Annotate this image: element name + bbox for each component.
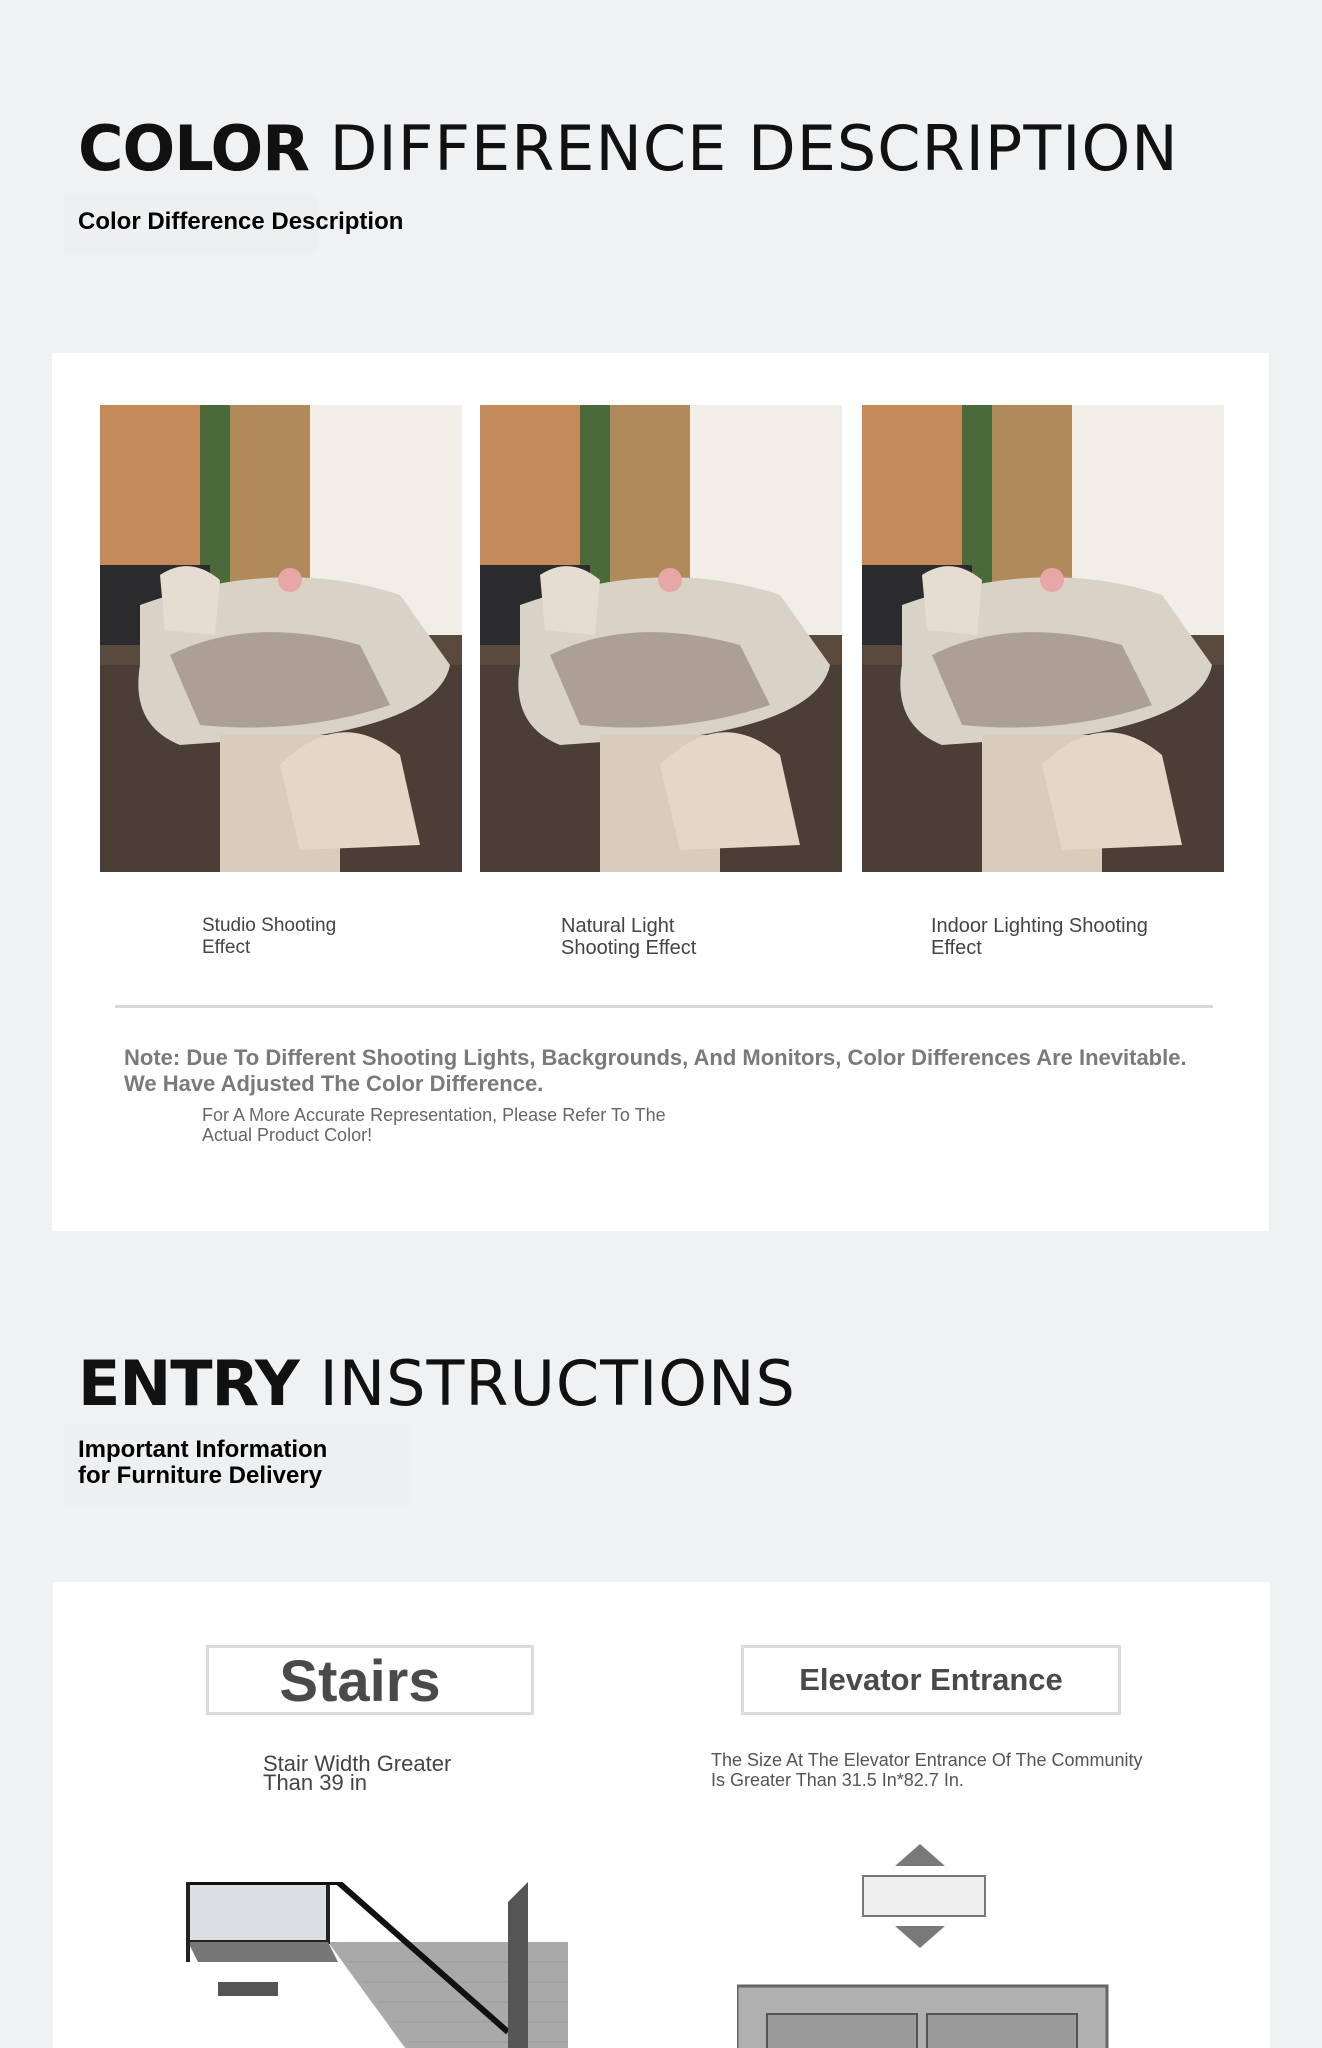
stairs-desc (263, 1751, 452, 1795)
note-small-2: Actual Product Color! (202, 1125, 373, 1145)
note-line-2: We Have Adjusted The Color Difference. (124, 1071, 544, 1096)
divider (115, 1005, 1213, 1008)
dining-room-photo-icon (480, 405, 842, 872)
natural-light-photo (480, 405, 842, 872)
elevator-icon (737, 1844, 1117, 2048)
dining-room-photo-icon (100, 405, 462, 872)
entry-instructions-card (53, 1582, 1270, 2048)
staircase-icon (178, 1882, 588, 2048)
studio-photo (100, 405, 462, 872)
caption-studio: Studio Shooting Effect (202, 915, 337, 958)
caption-natural-light: Natural Light Shooting Effect (561, 915, 697, 959)
elevator-desc-line-2: Is Greater Than 31.5 In*82.7 In. (711, 1770, 964, 1790)
entry-section-title (78, 1347, 796, 1420)
elevator-desc-line-1: The Size At The Elevator Entrance Of The Community (711, 1750, 1143, 1770)
entry-title-light: INSTRUCTIONS (319, 1347, 796, 1420)
color-section-title (78, 112, 1179, 185)
color-difference-card (52, 353, 1269, 1231)
entry-section-subtitle (64, 1425, 412, 1507)
elevator-label: Elevator Entrance (799, 1662, 1063, 1697)
title-light: DIFFERENCE DESCRIPTION (329, 112, 1179, 185)
stairs-desc-line-2: Than 39 in (263, 1770, 367, 1795)
stairs-desc-line-1: Stair Width Greater (263, 1751, 452, 1776)
indoor-lighting-photo (862, 405, 1224, 872)
elevator-label-box (741, 1645, 1121, 1715)
color-section-subtitle: Color Difference Description (64, 195, 318, 253)
entry-subtitle-line-2: for Furniture Delivery (78, 1462, 323, 1489)
title-bold: COLOR (78, 112, 309, 185)
entry-subtitle-line-1: Important Information (78, 1436, 328, 1463)
note-line-1: Note: Due To Different Shooting Lights, Backgrounds, And Monitors, Color Differences Are Inevitable. (124, 1045, 1187, 1070)
caption-indoor-lighting: Indoor Lighting Shooting Effect (931, 915, 1148, 959)
stairs-label: Stairs (279, 1649, 441, 1714)
entry-title-bold: ENTRY (78, 1347, 299, 1420)
note-small-1: For A More Accurate Representation, Please Refer To The (202, 1105, 666, 1125)
dining-room-photo-icon (862, 405, 1224, 872)
elevator-desc (711, 1750, 1143, 1790)
stairs-label-box (206, 1645, 534, 1715)
